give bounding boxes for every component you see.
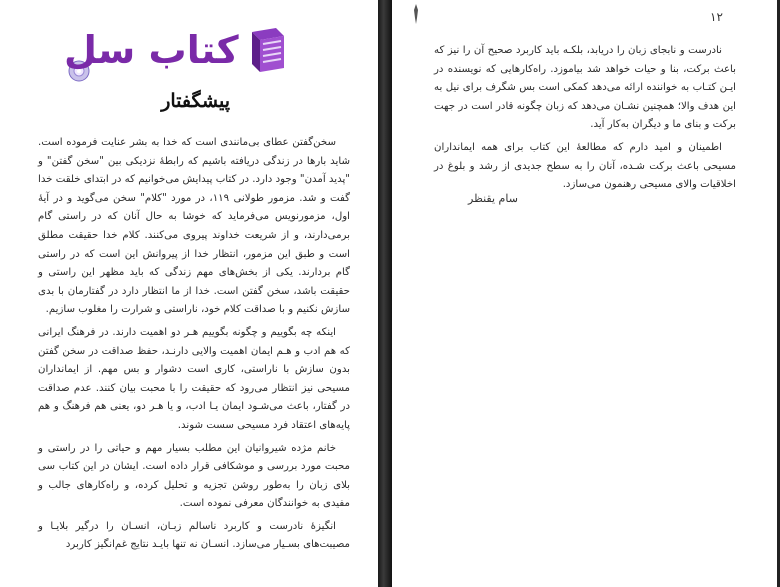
logo	[60, 22, 290, 86]
page-number: ۱۲	[710, 10, 723, 24]
paragraph: خانم مژده شیروانیان این مطلب بسیار مهم و حیاتی را در راستی و محبت مورد بررسی و موشکافی قرار داده است. ایشان در این کتاب سی بلای زبان را به‌طور روشن تجزیه و تحلیل کرده، و راه‌کارهای جالب و مفیدی به خوانندگان معرفی نموده است.	[38, 442, 350, 510]
pen-mark-icon	[410, 4, 422, 24]
page-title: پیشگفتار	[161, 90, 230, 112]
book-stack-icon	[248, 26, 288, 76]
paragraph: سخن‌گفتن عطای بی‌مانندی است که خدا به بشر عنایت فرموده است. شاید بارها در زندگی دریافته باشیم که رابطهٔ نزدیکی بین "سخن گفتن" و "پدید آمدن" وجود دارد. در کتاب پیدایش می‌خوانیم که در ابتدای خلقت خدا گفت و شد. مزمور طولانی ۱۱۹، در مورد "کلام" سخن می‌گوید و در آیهٔ اول، مزمورنویس می‌فرماید که خوشا به حال آنان که در راستی گام برمی‌دارند، و از شریعت خداوند پیروی می‌کنند. کلام خدا حقیقت مطلق است و طبق این مزمور، انتظار خدا از پیروانش این است که در راستی گام بردارند. یکی از بخش‌های مهم زندگی که باید مظهر این راستی و حقیقت باشد، سخن گفتن است. خدا از ما انتظار دارد در گفتارمان با بدی سازش نکنیم و با صداقت کلام خود، ناراستی و شرارت را مغلوب سازیم.	[38, 137, 350, 316]
paragraph: اینکه چه بگوییم و چگونه بگوییم هـر دو اهمیت دارند. در فرهنگ ایرانی که هم ادب و هـم ایمان اهمیت والایی دارنـد، حفظ صداقت در سخن گفتن بدون سازش با ناراستی، کاری است دشوار و بس مهم. از ایمانداران مسیحی نیز انتظار می‌رود که حقیقت را با محبت بیان کنند. عدم صداقت در گفتار، باعث می‌شـود ایمان یـا ادب، و یا هـر دو، یعنی هم فرهنگ و هم پایه‌های اعتقاد فرد مسیحی سست شوند.	[38, 326, 350, 431]
left-body-text	[38, 134, 350, 559]
book-gutter	[378, 0, 392, 587]
author-signature: سام یقنظر	[468, 192, 518, 205]
left-page	[0, 0, 378, 587]
right-page	[392, 0, 780, 587]
right-body-text	[434, 42, 736, 199]
paragraph: نادرست و نابجای زبان را دریابد، بلکـه باید کاربرد صحیح آن را نیز که باعث برکت، بنا و حیات خواهد شد بیاموزد. راه‌کارهایی که نویسنده در ایـن کتـاب به خواننده ارائه می‌دهد کمکی است بس شگرف برای نیل به این هدف والا؛ همچنین نشـان می‌دهد که زبان چگونه قادر است در جهت برکت و بنای ما و دیگران به‌کار آید.	[434, 45, 736, 131]
paragraph: اطمینان و امید دارم که مطالعهٔ این کتاب برای همه ایمانداران مسیحی باعث برکت شـده، آنان را به سطح جدیدی از رشد و بلوغ در اخلاقیات والای مسیحی رهنمون می‌سازد.	[434, 141, 736, 191]
logo-text: کتاب سل	[64, 28, 239, 72]
paragraph: انگیزهٔ نادرست و کاربرد ناسالم زبـان، انسـان را درگیر بلایـا و مصیبت‌های بسـیار می‌سازد. انسـان نه تنها بایـد نتایج غم‌انگیز کاربرد	[38, 520, 350, 551]
